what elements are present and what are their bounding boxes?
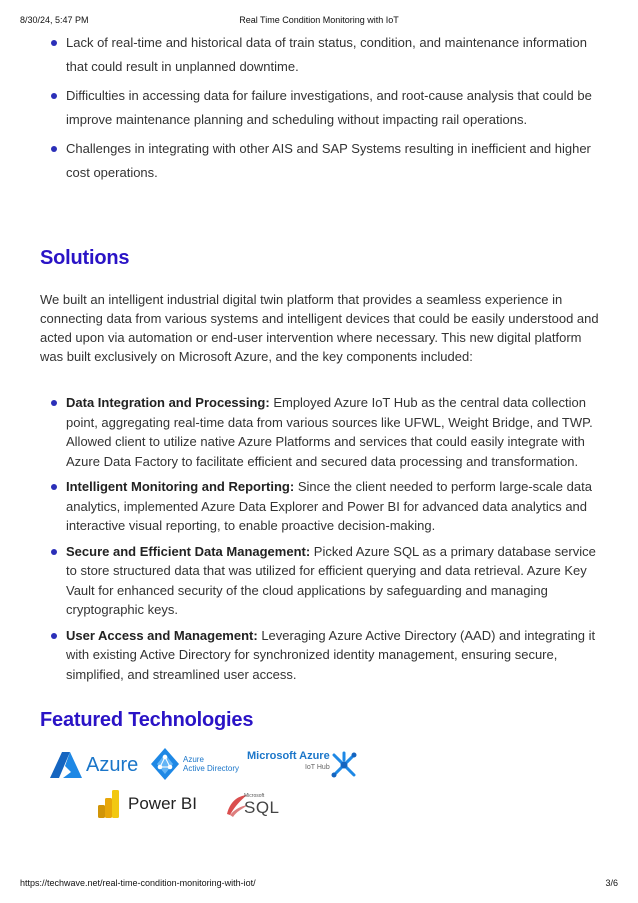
challenge-item	[40, 84, 600, 132]
solution-item	[40, 626, 600, 685]
bullet-icon	[51, 93, 57, 99]
bullet-icon	[51, 400, 57, 406]
page-number: 3/6	[605, 878, 618, 888]
active-directory-icon	[150, 747, 180, 781]
print-header	[20, 15, 618, 29]
iot-hub-icon	[330, 751, 358, 779]
print-date: 8/30/24, 5:47 PM	[20, 15, 89, 25]
sql-microsoft-text: Microsoft	[244, 793, 265, 799]
bullet-icon	[51, 549, 57, 555]
challenge-text: Challenges in integrating with other AIS and SAP Systems resulting in inefficient and higher cost operations.	[66, 141, 591, 180]
power-bi-icon	[98, 790, 120, 818]
technology-logos	[40, 744, 600, 834]
print-url: https://techwave.net/real-time-condition-monitoring-with-iot/	[20, 878, 256, 888]
iot-hub-main-text: Microsoft Azure	[247, 750, 330, 762]
solution-text: Employed Azure IoT Hub as the central data collection point, aggregating real-time data from various sources like UFWL, Weight Bridge, and TWP. Allowed client to utilize native Azure Platforms and services that could easily integrate with Azure Data Factory to facilitate efficient and secured data processing and transformation.	[66, 395, 593, 469]
challenge-text: Difficulties in accessing data for failure investigations, and root-cause analysis that could be improve maintenance planning and scheduling without impacting rail operations.	[66, 88, 592, 127]
solution-title: Secure and Efficient Data Management:	[66, 543, 311, 559]
bullet-icon	[51, 40, 57, 46]
power-bi-logo	[98, 788, 197, 820]
sql-logo-text	[244, 793, 280, 817]
aad-line1: Azure	[183, 755, 204, 764]
solution-title: User Access and Management:	[66, 627, 258, 643]
azure-icon	[50, 752, 82, 778]
azure-iot-hub-logo	[247, 750, 330, 780]
print-footer	[20, 878, 618, 892]
technologies-heading: Featured Technologies	[40, 709, 254, 731]
solutions-intro: We built an intelligent industrial digital twin platform that provides a seamless experience in connecting data from various systems and intelligent devices that could be easily understood and acted upon via automation or end-user intervention where necessary. This new digital platform was built exclusively on Microsoft Azure, and the key components included:	[40, 292, 599, 364]
challenge-item	[40, 31, 600, 79]
solution-text: Leveraging Azure Active Directory (AAD) and integrating it with existing Active Directory for synchronized identity management, ensuring secure, simplified, and streamlined user access.	[66, 627, 596, 682]
microsoft-sql-logo	[224, 790, 280, 820]
solution-text: Picked Azure SQL as a primary database service to store structured data that was utilized for efficient querying and data retrieval. Azure Key Vault for enhanced security of the cloud applications by safeguarding and managing cryptographic keys.	[66, 543, 596, 617]
solution-item	[40, 477, 600, 536]
aad-logo-text	[183, 755, 239, 773]
solutions-list	[40, 393, 600, 690]
solution-item	[40, 542, 600, 620]
solutions-heading: Solutions	[40, 247, 130, 269]
bullet-icon	[51, 484, 57, 490]
solution-title: Intelligent Monitoring and Reporting:	[66, 479, 295, 494]
print-title: Real Time Condition Monitoring with IoT	[239, 15, 399, 25]
power-bi-text: Power BI	[128, 794, 197, 813]
iot-hub-sub-text: IoT Hub	[304, 764, 330, 771]
challenge-item	[40, 137, 600, 185]
solution-item	[40, 393, 600, 471]
sql-text: SQL	[244, 798, 280, 817]
solution-title: Data Integration and Processing:	[66, 395, 270, 410]
azure-logo-text: Azure	[86, 753, 139, 776]
azure-active-directory-logo	[150, 746, 239, 782]
azure-logo	[50, 748, 138, 782]
bullet-icon	[51, 146, 57, 152]
solution-text: Since the client needed to perform large-scale data analytics, implemented Azure Data Explorer and Power BI for advanced data analytics and interactive visual reporting, to enable proactive decision-making.	[66, 479, 592, 533]
challenge-text: Lack of real-time and historical data of train status, condition, and maintenance information that could result in unplanned downtime.	[66, 35, 588, 74]
bullet-icon	[51, 633, 57, 639]
challenges-list	[40, 31, 600, 190]
iot-hub-icon-logo	[330, 750, 358, 780]
aad-line2: Active Directory	[183, 764, 240, 773]
